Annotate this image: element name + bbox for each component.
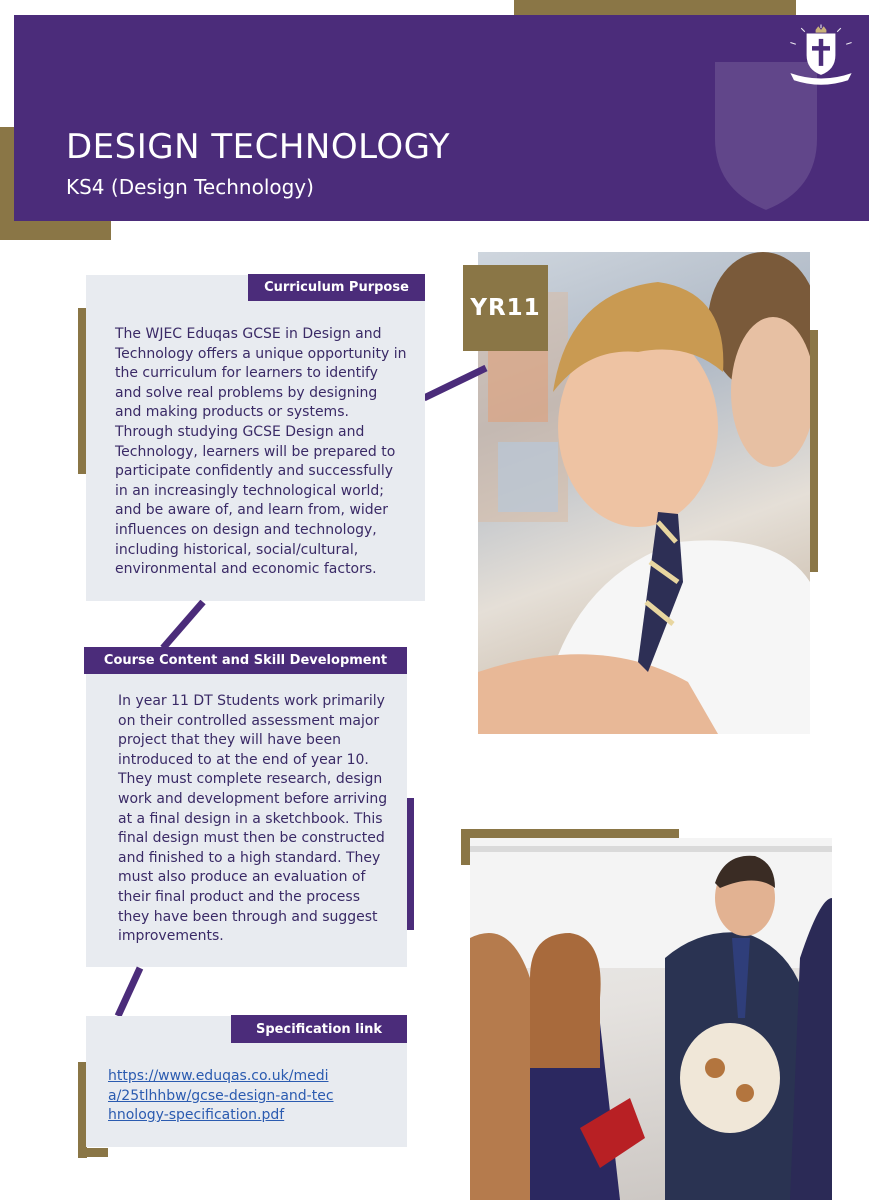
school-crest-icon	[785, 23, 857, 89]
curriculum-purpose-text: The WJEC Eduqas GCSE in Design and Technology offers a unique opportunity in the curriculum for learners to identify and solve real problems by designing and making products or systems. Through studying GCSE Design and Technology, learners will be prepared to participate confidently and successfully in an increasingly technological world; and be aware of, and learn from, wider influences on design and technology, including historical, social/cultural, environmental and economic factors.	[115, 326, 407, 578]
specification-heading: Specification link	[231, 1015, 407, 1043]
specification-link[interactable]: https://www.eduqas.co.uk/media/25tlhhbw/gcse-design-and-technology-specification.pdf	[108, 1068, 334, 1124]
spec-frame-gold-bottom	[78, 1148, 108, 1157]
page-subtitle: KS4 (Design Technology)	[66, 175, 314, 199]
year-badge: YR11	[463, 265, 548, 351]
curriculum-purpose-heading: Curriculum Purpose	[248, 274, 425, 301]
page-title: DESIGN TECHNOLOGY	[66, 127, 451, 167]
photo2-frame-gold	[461, 829, 679, 838]
teacher-students-illustration	[470, 838, 832, 1200]
course-content-heading: Course Content and Skill Development	[84, 647, 407, 674]
photo2-frame-gold-side	[461, 829, 470, 865]
connector-line-1	[420, 360, 490, 405]
gold-accent-top	[514, 0, 796, 15]
connector-line-2	[155, 600, 210, 650]
teacher-students-photo	[470, 838, 832, 1200]
connector-line-3	[110, 966, 150, 1018]
content-frame-purple	[406, 798, 414, 930]
course-content-text: In year 11 DT Students work primarily on their controlled assessment major project that they will have been introduced to at the end of year 10. They must complete research, design work and development before arriving at a final design in a sketchbook. This final design must then be constructed and finished to a high standard. They must also produce an evaluation of their final product and the process they have been through and suggest improvements.	[118, 693, 388, 945]
